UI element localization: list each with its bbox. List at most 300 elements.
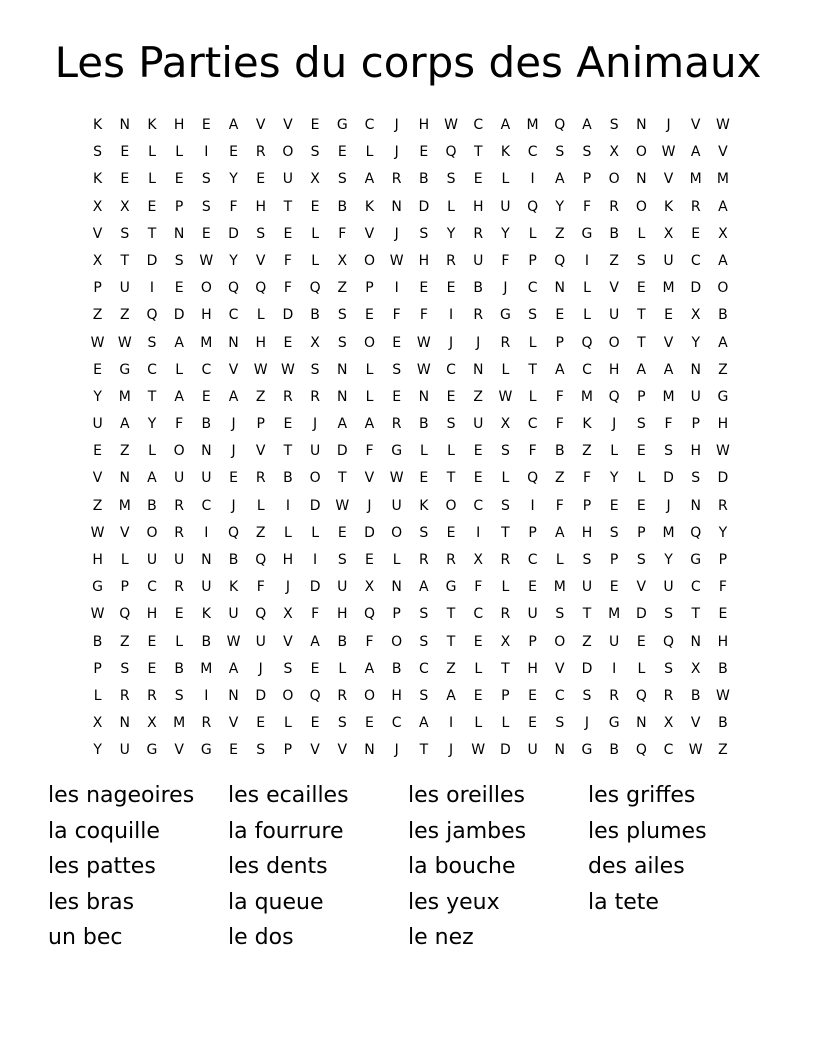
grid-letter[interactable]: P xyxy=(256,416,265,433)
grid-letter[interactable]: I xyxy=(612,660,617,677)
grid-letter[interactable]: V xyxy=(174,742,184,759)
grid-letter[interactable]: E xyxy=(718,606,728,623)
grid-letter[interactable]: E xyxy=(446,280,456,297)
grid-letter[interactable]: G xyxy=(581,742,593,759)
grid-letter[interactable]: M xyxy=(689,171,702,188)
grid-letter[interactable]: O xyxy=(363,334,375,351)
grid-letter[interactable]: Q xyxy=(690,524,702,541)
grid-letter[interactable]: N xyxy=(119,117,131,133)
grid-letter[interactable]: N xyxy=(636,715,647,732)
grid-letter[interactable]: K xyxy=(228,579,239,596)
grid-letter[interactable]: E xyxy=(365,715,374,732)
grid-letter[interactable]: R xyxy=(446,252,456,269)
grid-letter[interactable]: Q xyxy=(309,280,321,297)
grid-letter[interactable]: P xyxy=(93,280,102,297)
grid-letter[interactable]: H xyxy=(173,117,185,133)
grid-letter[interactable]: J xyxy=(394,742,399,759)
grid-letter[interactable]: T xyxy=(528,361,537,378)
grid-letter[interactable]: I xyxy=(584,252,590,269)
grid-letter[interactable]: C xyxy=(391,715,402,732)
grid-letter[interactable]: J xyxy=(367,497,372,514)
grid-letter[interactable]: V xyxy=(119,524,130,541)
grid-letter[interactable]: L xyxy=(175,144,184,161)
grid-letter[interactable]: N xyxy=(636,171,647,188)
grid-letter[interactable]: D xyxy=(635,606,647,623)
grid-letter[interactable]: W xyxy=(335,497,350,514)
grid-letter[interactable]: O xyxy=(554,633,566,650)
grid-letter[interactable]: U xyxy=(146,552,158,568)
grid-letter[interactable]: O xyxy=(635,198,647,215)
grid-letter[interactable]: I xyxy=(204,144,209,161)
grid-letter[interactable]: S xyxy=(636,552,646,568)
grid-letter[interactable]: O xyxy=(635,144,647,161)
grid-letter[interactable]: E xyxy=(120,144,130,161)
grid-letter[interactable]: Q xyxy=(119,606,131,623)
grid-letter[interactable]: T xyxy=(691,606,700,623)
grid-letter[interactable]: E xyxy=(528,579,538,596)
grid-letter[interactable]: Z xyxy=(255,524,266,541)
grid-letter[interactable]: R xyxy=(446,552,456,568)
grid-letter[interactable]: S xyxy=(582,144,592,161)
grid-letter[interactable]: Z xyxy=(554,470,565,487)
grid-letter[interactable]: E xyxy=(283,225,293,242)
grid-letter[interactable]: S xyxy=(337,552,347,568)
grid-letter[interactable]: F xyxy=(229,198,238,215)
grid-letter[interactable]: V xyxy=(255,443,266,460)
grid-letter[interactable]: L xyxy=(447,443,455,460)
grid-letter[interactable]: J xyxy=(313,416,318,433)
grid-letter[interactable]: S xyxy=(609,524,619,541)
grid-letter[interactable]: S xyxy=(555,715,565,732)
grid-letter[interactable]: X xyxy=(473,552,484,568)
grid-letter[interactable]: B xyxy=(92,633,103,650)
grid-letter[interactable]: E xyxy=(147,198,157,215)
grid-letter[interactable]: D xyxy=(690,280,702,297)
grid-letter[interactable]: A xyxy=(364,660,375,677)
grid-letter[interactable]: R xyxy=(119,687,130,704)
grid-letter[interactable]: B xyxy=(337,633,348,650)
grid-letter[interactable]: A xyxy=(119,416,130,433)
grid-letter[interactable]: W xyxy=(389,470,404,487)
grid-letter[interactable]: Q xyxy=(554,117,566,133)
grid-letter[interactable]: E xyxy=(555,307,565,324)
grid-letter[interactable]: M xyxy=(173,715,186,732)
grid-letter[interactable]: L xyxy=(501,171,510,188)
grid-letter[interactable]: V xyxy=(609,280,619,297)
grid-letter[interactable]: D xyxy=(663,470,674,487)
grid-letter[interactable]: L xyxy=(175,361,184,378)
grid-letter[interactable]: E xyxy=(392,388,402,405)
grid-letter[interactable]: D xyxy=(364,524,375,541)
grid-letter[interactable]: E xyxy=(201,225,211,242)
grid-letter[interactable]: B xyxy=(201,416,212,433)
grid-letter[interactable]: A xyxy=(310,633,320,650)
grid-letter[interactable]: T xyxy=(120,252,130,269)
grid-letter[interactable]: B xyxy=(419,171,429,188)
grid-letter[interactable]: W xyxy=(416,361,431,378)
grid-letter[interactable]: R xyxy=(609,687,620,704)
grid-letter[interactable]: R xyxy=(690,198,701,215)
grid-letter[interactable]: Q xyxy=(255,280,267,297)
grid-letter[interactable]: E xyxy=(636,633,646,650)
grid-letter[interactable]: R xyxy=(310,388,320,405)
grid-letter[interactable]: L xyxy=(637,660,646,677)
grid-letter[interactable]: N xyxy=(173,225,185,242)
grid-letter[interactable]: A xyxy=(663,361,674,378)
grid-letter[interactable]: L xyxy=(148,144,156,161)
grid-letter[interactable]: V xyxy=(718,144,728,161)
grid-letter[interactable]: R xyxy=(500,334,511,351)
grid-letter[interactable]: Z xyxy=(718,742,728,759)
grid-letter[interactable]: R xyxy=(609,198,620,215)
grid-letter[interactable]: Z xyxy=(119,307,130,324)
grid-letter[interactable]: M xyxy=(526,117,539,133)
grid-letter[interactable]: Y xyxy=(555,198,565,215)
grid-letter[interactable]: S xyxy=(419,633,429,650)
grid-letter[interactable]: H xyxy=(255,334,266,351)
grid-letter[interactable]: S xyxy=(419,524,429,541)
grid-letter[interactable]: E xyxy=(664,307,673,324)
grid-letter[interactable]: F xyxy=(283,280,292,297)
grid-letter[interactable]: X xyxy=(310,334,320,351)
grid-letter[interactable]: K xyxy=(147,117,157,133)
grid-letter[interactable]: B xyxy=(337,198,348,215)
grid-letter[interactable]: V xyxy=(255,117,266,133)
grid-letter[interactable]: E xyxy=(310,715,320,732)
grid-letter[interactable]: E xyxy=(283,334,293,351)
grid-letter[interactable]: U xyxy=(527,606,538,623)
grid-letter[interactable]: X xyxy=(500,633,511,650)
grid-letter[interactable]: H xyxy=(146,606,158,623)
grid-letter[interactable]: S xyxy=(419,606,429,623)
grid-letter[interactable]: D xyxy=(228,225,239,242)
grid-letter[interactable]: F xyxy=(582,198,591,215)
grid-letter[interactable]: L xyxy=(148,443,156,460)
grid-letter[interactable]: K xyxy=(500,144,510,161)
grid-letter[interactable]: L xyxy=(637,225,646,242)
grid-letter[interactable]: U xyxy=(174,470,185,487)
grid-letter[interactable]: Z xyxy=(582,443,592,460)
grid-letter[interactable]: Z xyxy=(119,633,130,650)
grid-letter[interactable]: U xyxy=(201,579,212,596)
grid-letter[interactable]: G xyxy=(92,579,104,596)
grid-letter[interactable]: O xyxy=(146,524,158,541)
grid-letter[interactable]: R xyxy=(255,470,266,487)
grid-letter[interactable]: Q xyxy=(663,633,675,650)
grid-letter[interactable]: W xyxy=(661,144,676,161)
grid-letter[interactable]: M xyxy=(118,388,131,405)
grid-letter[interactable]: M xyxy=(716,171,729,188)
grid-letter[interactable]: V xyxy=(337,742,348,759)
grid-letter[interactable]: K xyxy=(582,416,592,433)
grid-letter[interactable]: E xyxy=(419,144,429,161)
grid-letter[interactable]: Q xyxy=(255,552,267,568)
grid-letter[interactable]: F xyxy=(311,606,320,623)
grid-letter[interactable]: A xyxy=(718,252,728,269)
grid-letter[interactable]: O xyxy=(391,633,403,650)
grid-letter[interactable]: J xyxy=(448,334,454,351)
grid-letter[interactable]: V xyxy=(663,171,674,188)
grid-letter[interactable]: S xyxy=(609,117,619,133)
grid-letter[interactable]: L xyxy=(120,552,129,568)
grid-letter[interactable]: U xyxy=(609,307,620,324)
grid-letter[interactable]: P xyxy=(93,660,102,677)
grid-letter[interactable]: Q xyxy=(554,252,566,269)
grid-letter[interactable]: X xyxy=(92,198,103,215)
grid-letter[interactable]: H xyxy=(92,552,103,568)
grid-letter[interactable]: B xyxy=(554,443,565,460)
grid-letter[interactable]: N xyxy=(636,117,647,133)
grid-letter[interactable]: W xyxy=(498,388,513,405)
grid-letter[interactable]: W xyxy=(688,742,703,759)
grid-letter[interactable]: X xyxy=(119,198,130,215)
grid-letter[interactable]: R xyxy=(391,416,402,433)
grid-letter[interactable]: U xyxy=(309,443,321,460)
grid-letter[interactable]: O xyxy=(363,687,375,704)
grid-letter[interactable]: C xyxy=(554,687,565,704)
grid-letter[interactable]: C xyxy=(527,280,538,297)
grid-letter[interactable]: P xyxy=(120,579,129,596)
grid-letter[interactable]: E xyxy=(473,633,483,650)
grid-letter[interactable]: R xyxy=(718,497,728,514)
grid-letter[interactable]: L xyxy=(501,470,510,487)
grid-letter[interactable]: A xyxy=(419,715,429,732)
grid-letter[interactable]: A xyxy=(554,524,565,541)
grid-letter[interactable]: L xyxy=(365,144,374,161)
grid-letter[interactable]: L xyxy=(311,524,319,541)
grid-letter[interactable]: A xyxy=(174,334,184,351)
grid-letter[interactable]: Q xyxy=(228,280,240,297)
grid-letter[interactable]: B xyxy=(419,416,429,433)
grid-letter[interactable]: A xyxy=(228,388,239,405)
grid-letter[interactable]: E xyxy=(609,497,619,514)
grid-letter[interactable]: P xyxy=(528,524,537,541)
grid-letter[interactable]: C xyxy=(582,361,592,378)
grid-letter[interactable]: V xyxy=(92,470,103,487)
grid-letter[interactable]: S xyxy=(636,416,646,433)
grid-letter[interactable]: V xyxy=(554,660,565,677)
grid-letter[interactable]: R xyxy=(391,171,402,188)
grid-letter[interactable]: G xyxy=(608,715,620,732)
grid-letter[interactable]: B xyxy=(718,660,728,677)
grid-letter[interactable]: N xyxy=(201,443,212,460)
grid-letter[interactable]: D xyxy=(717,470,729,487)
grid-letter[interactable]: N xyxy=(690,497,701,514)
grid-letter[interactable]: P xyxy=(365,280,374,297)
grid-letter[interactable]: U xyxy=(473,416,484,433)
grid-letter[interactable]: P xyxy=(718,552,728,568)
grid-letter[interactable]: L xyxy=(365,388,374,405)
grid-letter[interactable]: F xyxy=(582,470,591,487)
grid-letter[interactable]: X xyxy=(283,606,293,623)
grid-letter[interactable]: S xyxy=(120,660,130,677)
grid-letter[interactable]: R xyxy=(663,687,674,704)
grid-letter[interactable]: A xyxy=(364,171,375,188)
grid-letter[interactable]: U xyxy=(228,606,239,623)
grid-letter[interactable]: L xyxy=(392,552,401,568)
grid-letter[interactable]: W xyxy=(416,334,431,351)
grid-letter[interactable]: T xyxy=(446,633,456,650)
grid-letter[interactable]: G xyxy=(581,225,593,242)
grid-letter[interactable]: L xyxy=(284,524,292,541)
grid-letter[interactable]: E xyxy=(609,579,619,596)
grid-letter[interactable]: S xyxy=(419,225,429,242)
grid-letter[interactable]: A xyxy=(554,171,565,188)
grid-letter[interactable]: A xyxy=(554,361,565,378)
grid-letter[interactable]: Z xyxy=(119,443,130,460)
grid-letter[interactable]: I xyxy=(530,171,535,188)
grid-letter[interactable]: N xyxy=(201,552,212,568)
grid-letter[interactable]: S xyxy=(256,225,266,242)
grid-letter[interactable]: L xyxy=(501,361,510,378)
grid-letter[interactable]: T xyxy=(419,742,429,759)
grid-letter[interactable]: I xyxy=(204,687,209,704)
grid-letter[interactable]: B xyxy=(310,307,320,324)
grid-letter[interactable]: S xyxy=(201,171,211,188)
grid-letter[interactable]: S xyxy=(392,361,402,378)
grid-letter[interactable]: E xyxy=(473,443,483,460)
grid-letter[interactable]: E xyxy=(310,660,320,677)
grid-letter[interactable]: J xyxy=(258,660,263,677)
grid-letter[interactable]: R xyxy=(500,552,511,568)
grid-letter[interactable]: N xyxy=(119,715,131,732)
grid-letter[interactable]: N xyxy=(364,742,375,759)
grid-letter[interactable]: F xyxy=(256,579,265,596)
grid-letter[interactable]: U xyxy=(581,579,593,596)
grid-letter[interactable]: I xyxy=(149,280,155,297)
grid-letter[interactable]: E xyxy=(446,388,456,405)
grid-letter[interactable]: G xyxy=(717,388,729,405)
grid-letter[interactable]: A xyxy=(147,470,157,487)
grid-letter[interactable]: J xyxy=(612,416,617,433)
grid-letter[interactable]: E xyxy=(365,552,374,568)
grid-letter[interactable]: J xyxy=(666,497,671,514)
grid-letter[interactable]: J xyxy=(231,497,236,514)
grid-letter[interactable]: E xyxy=(337,524,347,541)
grid-letter[interactable]: R xyxy=(174,497,185,514)
grid-letter[interactable]: S xyxy=(500,443,510,460)
grid-letter[interactable]: N xyxy=(337,388,348,405)
grid-letter[interactable]: S xyxy=(174,252,184,269)
grid-letter[interactable]: I xyxy=(530,497,535,514)
grid-letter[interactable]: H xyxy=(337,606,348,623)
grid-letter[interactable]: J xyxy=(394,225,399,242)
grid-letter[interactable]: Z xyxy=(609,252,619,269)
grid-letter[interactable]: A xyxy=(718,334,728,351)
grid-letter[interactable]: S xyxy=(664,443,673,460)
grid-letter[interactable]: U xyxy=(119,280,130,297)
grid-letter[interactable]: F xyxy=(338,225,347,242)
grid-letter[interactable]: C xyxy=(364,117,375,133)
grid-letter[interactable]: M xyxy=(662,524,675,541)
grid-letter[interactable]: B xyxy=(147,497,157,514)
grid-letter[interactable]: C xyxy=(201,361,212,378)
grid-letter[interactable]: S xyxy=(201,198,211,215)
grid-letter[interactable]: U xyxy=(663,252,674,269)
grid-letter[interactable]: E xyxy=(174,280,184,297)
grid-letter[interactable]: O xyxy=(363,252,375,269)
grid-letter[interactable]: C xyxy=(446,361,456,378)
grid-letter[interactable]: D xyxy=(282,307,294,324)
grid-letter[interactable]: E xyxy=(147,660,157,677)
grid-letter[interactable]: R xyxy=(473,307,484,324)
grid-letter[interactable]: B xyxy=(473,280,484,297)
grid-letter[interactable]: N xyxy=(391,198,402,215)
grid-letter[interactable]: V xyxy=(364,225,375,242)
grid-letter[interactable]: P xyxy=(609,552,619,568)
grid-letter[interactable]: K xyxy=(663,198,674,215)
grid-letter[interactable]: S xyxy=(446,416,456,433)
grid-letter[interactable]: A xyxy=(500,117,511,133)
grid-letter[interactable]: P xyxy=(528,252,537,269)
grid-letter[interactable]: D xyxy=(309,579,321,596)
grid-letter[interactable]: E xyxy=(174,171,184,188)
grid-letter[interactable]: F xyxy=(664,416,673,433)
grid-letter[interactable]: Q xyxy=(608,388,620,405)
grid-letter[interactable]: S xyxy=(691,470,701,487)
grid-letter[interactable]: I xyxy=(204,524,209,541)
grid-letter[interactable]: X xyxy=(92,715,103,732)
grid-letter[interactable]: O xyxy=(717,280,729,297)
grid-letter[interactable]: R xyxy=(473,225,484,242)
grid-letter[interactable]: R xyxy=(201,715,212,732)
grid-letter[interactable]: I xyxy=(313,552,318,568)
grid-letter[interactable]: N xyxy=(228,334,239,351)
grid-letter[interactable]: U xyxy=(92,416,103,433)
grid-letter[interactable]: Y xyxy=(501,225,510,242)
grid-letter[interactable]: T xyxy=(338,470,347,487)
grid-letter[interactable]: T xyxy=(446,470,456,487)
grid-letter[interactable]: A xyxy=(364,416,375,433)
grid-letter[interactable]: Y xyxy=(229,252,238,269)
grid-letter[interactable]: W xyxy=(226,633,241,650)
grid-letter[interactable]: Z xyxy=(92,307,103,324)
grid-letter[interactable]: S xyxy=(446,171,456,188)
grid-letter[interactable]: C xyxy=(663,742,674,759)
grid-letter[interactable]: N xyxy=(554,742,566,759)
grid-letter[interactable]: X xyxy=(92,252,103,269)
grid-letter[interactable]: G xyxy=(336,117,348,133)
grid-letter[interactable]: E xyxy=(201,388,211,405)
grid-letter[interactable]: R xyxy=(174,579,185,596)
grid-letter[interactable]: C xyxy=(527,552,538,568)
grid-letter[interactable]: S xyxy=(147,334,157,351)
grid-letter[interactable]: V xyxy=(663,334,674,351)
grid-letter[interactable]: B xyxy=(391,660,402,677)
grid-letter[interactable]: E xyxy=(256,715,266,732)
grid-letter[interactable]: L xyxy=(583,280,591,297)
grid-letter[interactable]: F xyxy=(365,633,374,650)
grid-letter[interactable]: F xyxy=(555,388,564,405)
grid-letter[interactable]: W xyxy=(444,117,458,133)
grid-letter[interactable]: J xyxy=(584,715,590,732)
grid-letter[interactable]: Q xyxy=(445,144,457,161)
grid-letter[interactable]: R xyxy=(255,144,266,161)
grid-letter[interactable]: D xyxy=(309,497,321,514)
grid-letter[interactable]: K xyxy=(93,171,103,188)
grid-letter[interactable]: N xyxy=(690,361,701,378)
grid-letter[interactable]: Q xyxy=(228,524,240,541)
grid-letter[interactable]: X xyxy=(147,715,157,732)
grid-letter[interactable]: P xyxy=(555,334,564,351)
grid-letter[interactable]: Z xyxy=(255,388,266,405)
grid-letter[interactable]: A xyxy=(228,117,239,133)
grid-letter[interactable]: W xyxy=(90,334,105,351)
grid-letter[interactable]: E xyxy=(691,225,701,242)
grid-letter[interactable]: C xyxy=(473,497,484,514)
grid-letter[interactable]: U xyxy=(174,552,185,568)
grid-letter[interactable]: W xyxy=(253,361,268,378)
